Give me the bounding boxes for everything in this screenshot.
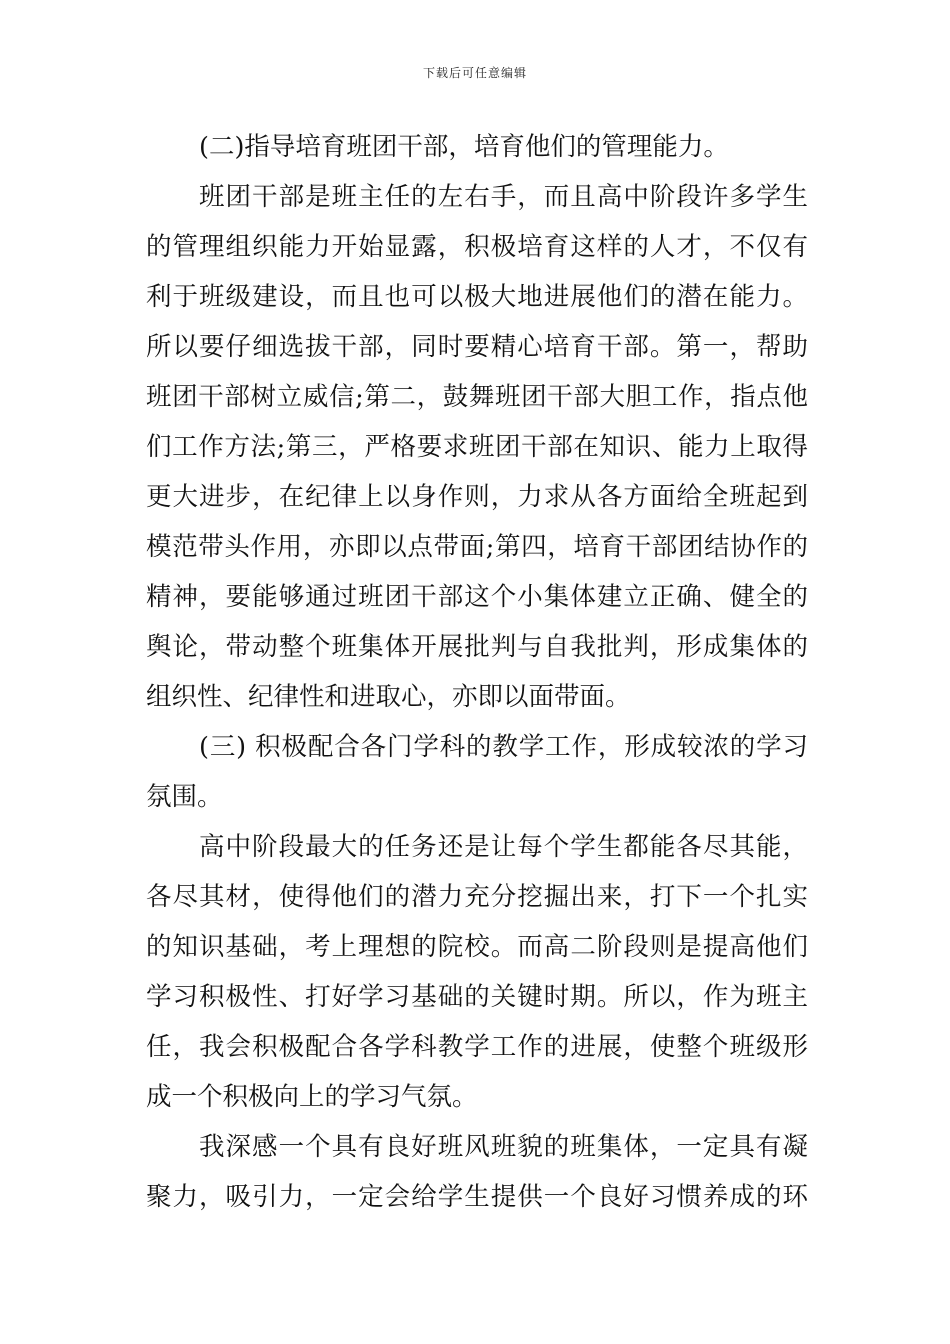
document-body (146, 122, 808, 1222)
paragraph-line: 模范带头作用，亦即以点带面;第四，培育干部团结协作的 (146, 532, 808, 562)
paragraph-line: (二)指导培育班团干部，培育他们的管理能力。 (199, 132, 729, 162)
paragraph-line: 更大进步，在纪律上以身作则，力求从各方面给全班起到 (146, 482, 808, 512)
paragraph-line: 的知识基础，考上理想的院校。而高二阶段则是提高他们 (146, 932, 808, 962)
paragraph-line: 任，我会积极配合各学科教学工作的进展，使整个班级形 (146, 1032, 808, 1062)
paragraph-line: 所以要仔细选拔干部，同时要精心培育干部。第一，帮助 (146, 332, 808, 362)
page-header-note: 下载后可任意编辑 (422, 66, 527, 80)
paragraph-line: 学习积极性、打好学习基础的关键时期。所以，作为班主 (146, 982, 808, 1012)
paragraph-line: 班团干部是班主任的左右手，而且高中阶段许多学生 (199, 182, 808, 212)
paragraph-line: 的管理组织能力开始显露，积极培育这样的人才，不仅有 (146, 232, 808, 262)
paragraph-line: 舆论，带动整个班集体开展批判与自我批判，形成集体的 (146, 632, 808, 662)
paragraph-line: 高中阶段最大的任务还是让每个学生都能各尽其能， (199, 832, 808, 862)
paragraph-line: 班团干部树立威信;第二，鼓舞班团干部大胆工作，指点他 (146, 382, 808, 412)
paragraph-line: 各尽其材，使得他们的潜力充分挖掘出来，打下一个扎实 (146, 882, 808, 912)
paragraph-line: 成一个积极向上的学习气氛。 (146, 1082, 478, 1112)
paragraph-line: 们工作方法;第三，严格要求班团干部在知识、能力上取得 (146, 432, 808, 462)
paragraph-line: 组织性、纪律性和进取心，亦即以面带面。 (146, 682, 631, 712)
paragraph-line: 聚力，吸引力，一定会给学生提供一个良好习惯养成的环 (146, 1182, 808, 1212)
paragraph-line: 利于班级建设，而且也可以极大地进展他们的潜在能力。 (146, 282, 808, 312)
paragraph-line: 氛围。 (146, 782, 223, 812)
paragraph-line: 我深感一个具有良好班风班貌的班集体，一定具有凝 (199, 1132, 808, 1162)
paragraph-line: 精神，要能够通过班团干部这个小集体建立正确、健全的 (146, 582, 808, 612)
paragraph-line: (三) 积极配合各门学科的教学工作，形成较浓的学习 (199, 732, 808, 762)
